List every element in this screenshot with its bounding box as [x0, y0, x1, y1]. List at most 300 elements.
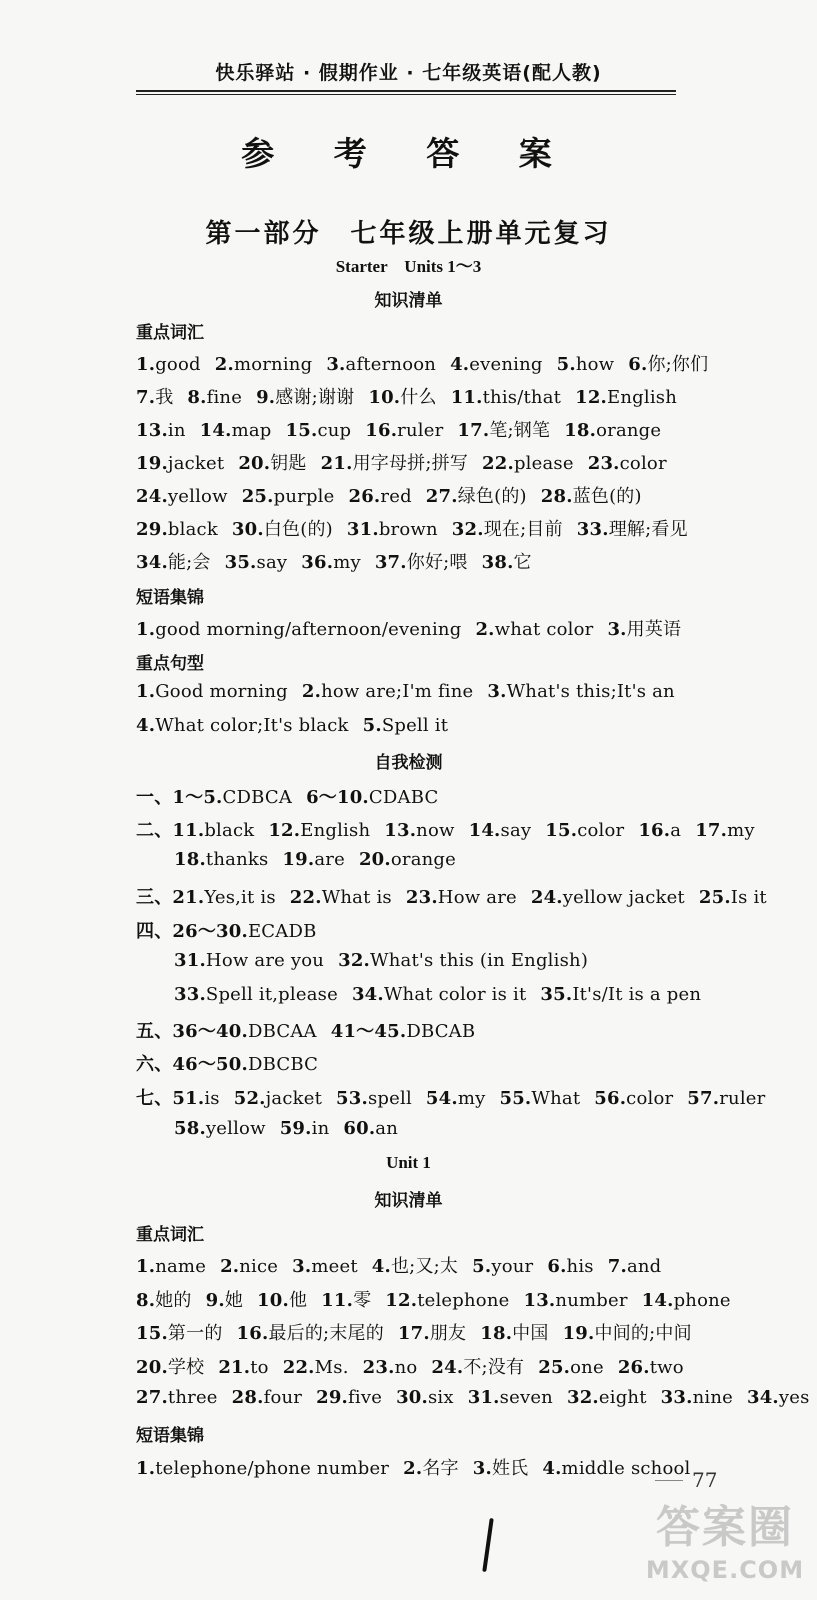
answer-item	[426, 1088, 486, 1109]
answer-number: 34.	[136, 552, 168, 573]
answer-item	[628, 354, 708, 375]
answer-number: 14.	[199, 420, 232, 441]
answer-text: 用英语	[626, 619, 682, 640]
answer-number: 28.	[231, 1387, 264, 1408]
answer-number: 10.	[257, 1290, 289, 1311]
answer-text: afternoon	[345, 354, 437, 375]
answer-text: spell	[367, 1088, 412, 1109]
answer-text: color	[619, 453, 667, 474]
answer-line	[136, 482, 656, 508]
answer-line	[136, 515, 702, 541]
answer-number: 33.	[660, 1387, 693, 1408]
answer-item	[338, 950, 588, 971]
answer-item	[136, 1323, 223, 1344]
answer-text: six	[427, 1387, 454, 1408]
test-line	[136, 783, 452, 809]
page-number-dash	[655, 1480, 683, 1481]
answer-line	[136, 350, 722, 376]
answer-number: 31.	[467, 1387, 500, 1408]
answer-number: 30.	[396, 1387, 428, 1408]
answer-number: 22.	[282, 1357, 315, 1378]
answer-text: jacket	[265, 1088, 323, 1109]
answer-text: your	[491, 1256, 534, 1277]
answer-number: 33.	[174, 984, 206, 1005]
answer-text: middle school	[561, 1458, 691, 1479]
answer-text: good morning/afternoon/evening	[155, 619, 462, 640]
test-line	[174, 984, 715, 1005]
answer-text: orange	[596, 420, 662, 441]
test-line	[136, 1084, 779, 1110]
answer-item	[396, 1387, 454, 1408]
answer-number: 1.	[136, 354, 156, 375]
answer-text: 第一的	[167, 1323, 223, 1344]
answer-number: 13.	[384, 820, 417, 841]
answer-number: 11.	[450, 387, 483, 408]
answer-text: Good morning	[155, 681, 288, 702]
answer-item	[480, 1323, 548, 1344]
answer-item	[638, 820, 681, 841]
answer-item	[136, 420, 186, 441]
answer-item	[457, 420, 550, 441]
answer-text: 名字	[422, 1458, 459, 1479]
answer-number: 32.	[451, 519, 484, 540]
answer-item	[403, 1458, 459, 1479]
answer-number: 20.	[238, 453, 271, 474]
answer-text: Yes,it is	[204, 887, 276, 908]
answer-item	[577, 519, 688, 540]
answer-item	[545, 820, 624, 841]
answer-number: 24.	[530, 887, 563, 908]
test-line	[136, 917, 331, 943]
answer-text: What color is it	[383, 984, 527, 1005]
answer-text: in	[167, 420, 186, 441]
answer-item	[200, 420, 272, 441]
answer-text: evening	[469, 354, 543, 375]
answer-line	[136, 383, 691, 409]
test-line	[174, 849, 470, 870]
answer-item	[540, 984, 701, 1005]
answer-line	[136, 1252, 675, 1278]
answer-item	[468, 1387, 553, 1408]
answer-text: 它	[513, 552, 532, 573]
answer-number: 21.	[320, 453, 353, 474]
answer-text: four	[263, 1387, 303, 1408]
answer-text: map	[231, 420, 272, 441]
answer-text: What	[531, 1088, 581, 1109]
answer-text: 最后的;末尾的	[268, 1323, 384, 1344]
answer-line	[136, 449, 681, 475]
answer-text: black	[167, 519, 218, 540]
answer-text: telephone	[417, 1290, 510, 1311]
answer-number: 36.	[301, 552, 334, 573]
answer-item	[136, 387, 173, 408]
answer-number: 8.	[187, 387, 207, 408]
answer-number: 19.	[562, 1323, 595, 1344]
answer-item	[398, 1323, 466, 1344]
answer-number: 5.	[472, 1256, 492, 1277]
answer-item	[557, 354, 615, 375]
answer-text: fine	[206, 387, 243, 408]
answer-item	[363, 1357, 418, 1378]
answer-number: 56.	[594, 1088, 627, 1109]
answer-number: 12.	[268, 820, 301, 841]
answer-text: nine	[692, 1387, 733, 1408]
answer-number: 3.	[292, 1256, 312, 1277]
answer-item	[563, 1323, 692, 1344]
answer-number: 35.	[224, 552, 257, 573]
answer-number: 58.	[174, 1118, 206, 1139]
answer-text: ECADB	[247, 921, 317, 942]
answer-item	[538, 1357, 604, 1378]
answer-number: 11.	[321, 1290, 354, 1311]
answer-text: nice	[239, 1256, 279, 1277]
answer-item	[136, 1021, 317, 1042]
answer-item	[326, 354, 436, 375]
answer-line	[136, 1387, 817, 1408]
answer-item	[136, 681, 288, 702]
answer-item	[174, 1118, 266, 1139]
answer-text: 朋友	[429, 1323, 467, 1344]
answer-number: 1.	[136, 1458, 156, 1479]
answer-item	[451, 387, 561, 408]
answer-item	[136, 1256, 206, 1277]
answer-text: What is	[321, 887, 392, 908]
answer-item	[368, 387, 436, 408]
answer-item	[302, 681, 474, 702]
answer-text: 也;又;太	[390, 1256, 459, 1277]
answer-text: number	[555, 1290, 628, 1311]
answer-text: eight	[598, 1387, 647, 1408]
answer-text: English	[300, 820, 371, 841]
answer-text: English	[607, 387, 678, 408]
answer-number: 13.	[136, 420, 168, 441]
answer-number: 18.	[480, 1323, 513, 1344]
test-line	[174, 1118, 412, 1139]
answer-text: What's this (in English)	[370, 950, 589, 971]
knowledge-list-title: 知识清单	[374, 1191, 443, 1211]
answer-item	[301, 552, 361, 573]
answer-line	[136, 1353, 698, 1379]
answer-number: 19.	[136, 453, 168, 474]
answer-item	[290, 887, 392, 908]
answer-line	[136, 1286, 745, 1312]
answer-number: 25.	[241, 486, 274, 507]
answer-item	[547, 1256, 593, 1277]
answer-number: 20.	[136, 1357, 168, 1378]
answer-number: 32.	[338, 950, 371, 971]
answer-number: 26.	[617, 1357, 650, 1378]
self-test-title: 自我检测	[374, 753, 443, 773]
page-title: 参 考 答 案	[241, 134, 576, 173]
answer-number: 16.	[638, 820, 671, 841]
answer-number: 五、36～40.	[136, 1021, 248, 1042]
answer-item	[174, 849, 268, 870]
answer-item	[321, 1290, 371, 1311]
answer-item	[187, 387, 242, 408]
answer-text: good	[155, 354, 201, 375]
answer-text: CDABC	[368, 787, 439, 808]
answer-text: no	[394, 1357, 418, 1378]
answer-number: 34.	[351, 984, 384, 1005]
answer-item	[218, 1357, 268, 1378]
answer-text: DBCAA	[247, 1021, 317, 1042]
answer-text: 姓氏	[491, 1458, 529, 1479]
answer-text: how are;I'm fine	[321, 681, 474, 702]
answer-item	[594, 1088, 673, 1109]
answer-number: 23.	[405, 887, 438, 908]
answer-number: 52.	[233, 1088, 266, 1109]
answer-number: 17.	[457, 420, 490, 441]
answer-item	[531, 887, 685, 908]
answer-text: yes	[778, 1387, 810, 1408]
answer-number: 25.	[538, 1357, 571, 1378]
answer-item	[336, 1088, 412, 1109]
answer-number: 28.	[540, 486, 573, 507]
answer-number: 7.	[136, 387, 156, 408]
vocab-heading: 重点词汇	[136, 1225, 204, 1245]
answer-item	[256, 387, 354, 408]
answer-number: 6.	[628, 354, 648, 375]
answer-item	[232, 1387, 302, 1408]
answer-item	[232, 519, 333, 540]
answer-item	[365, 420, 443, 441]
answer-text: It's/It is a pen	[572, 984, 702, 1005]
answer-text: color	[626, 1088, 674, 1109]
answer-number: 54.	[425, 1088, 458, 1109]
answer-number: 2.	[403, 1458, 423, 1479]
answer-number: 25.	[698, 887, 731, 908]
answer-item	[136, 1088, 220, 1109]
answer-item	[348, 486, 411, 507]
answer-text: 感谢;谢谢	[275, 387, 355, 408]
vocab-heading: 重点词汇	[136, 323, 204, 343]
section-title: Starter Units 1～3	[335, 257, 482, 276]
answer-item	[292, 1256, 358, 1277]
answer-number: 55.	[499, 1088, 532, 1109]
answer-number: 3.	[326, 354, 346, 375]
answer-text: 理解;看见	[608, 519, 688, 540]
answer-item	[286, 420, 352, 441]
answer-item	[363, 715, 449, 736]
answer-line	[136, 615, 695, 641]
answer-item	[618, 1357, 684, 1378]
answer-text: to	[250, 1357, 269, 1378]
answer-item	[607, 619, 681, 640]
answer-text: purple	[273, 486, 335, 507]
answer-number: 10.	[368, 387, 401, 408]
sentence-heading: 重点句型	[136, 654, 204, 674]
answer-text: yellow	[167, 486, 228, 507]
answer-text: 白色(的)	[263, 519, 333, 540]
answer-item	[385, 1290, 509, 1311]
answer-item	[136, 820, 254, 841]
answer-number: 31.	[174, 950, 206, 971]
answer-text: seven	[499, 1387, 553, 1408]
answer-item	[174, 950, 324, 971]
answer-number: 二、11.	[136, 820, 205, 841]
test-line	[136, 1017, 489, 1043]
part-title: 第一部分 七年级上册单元复习	[205, 219, 612, 249]
answer-number: 59.	[279, 1118, 312, 1139]
answer-text: what color	[494, 619, 594, 640]
answer-text: ruler	[719, 1088, 766, 1109]
test-line	[174, 950, 602, 971]
answer-item	[661, 1387, 733, 1408]
answer-item	[136, 1387, 218, 1408]
answer-text: how	[575, 354, 615, 375]
answer-text: say	[500, 820, 532, 841]
answer-number: 18.	[564, 420, 597, 441]
answer-text: orange	[390, 849, 456, 870]
answer-line	[136, 416, 675, 442]
header-rule-thin	[136, 94, 676, 95]
answer-text: Spell it,please	[205, 984, 338, 1005]
answer-text: in	[311, 1118, 330, 1139]
answer-number: 23.	[587, 453, 620, 474]
answer-number: 15.	[136, 1323, 168, 1344]
answer-number: 26.	[348, 486, 381, 507]
answer-number: 14.	[468, 820, 501, 841]
answer-number: 六、46～50.	[136, 1054, 248, 1075]
answer-item	[283, 1357, 349, 1378]
answer-number: 12.	[575, 387, 608, 408]
answer-number: 5.	[556, 354, 576, 375]
answer-number: 33.	[576, 519, 609, 540]
answer-text: What's this;It's an	[506, 681, 675, 702]
answer-text: How are	[437, 887, 517, 908]
answer-text: 能;会	[167, 552, 211, 573]
answer-text: 你;你们	[647, 354, 709, 375]
page-number: 77	[692, 1468, 718, 1492]
answer-item	[472, 1256, 533, 1277]
answer-text: DBCAB	[406, 1021, 476, 1042]
answer-item	[136, 921, 317, 942]
answer-item	[282, 849, 345, 870]
answer-item	[588, 453, 667, 474]
answer-number: 24.	[431, 1357, 464, 1378]
answer-number: 7.	[607, 1256, 627, 1277]
answer-number: 16.	[236, 1323, 269, 1344]
answer-text: CDBCA	[222, 787, 293, 808]
answer-text: 蓝色(的)	[572, 486, 642, 507]
answer-item	[482, 552, 532, 573]
answer-item	[237, 1323, 384, 1344]
answer-text: yellow	[205, 1118, 266, 1139]
answer-number: 2.	[220, 1256, 240, 1277]
answer-item	[450, 354, 543, 375]
answer-item	[238, 453, 306, 474]
answer-text: cup	[317, 420, 352, 441]
answer-item	[136, 1054, 318, 1075]
answer-number: 8.	[136, 1290, 156, 1311]
answer-text: 零	[353, 1290, 372, 1311]
answer-item	[268, 820, 370, 841]
answer-number: 20.	[358, 849, 391, 870]
answer-text: name	[155, 1256, 207, 1277]
answer-line	[136, 715, 462, 736]
answer-number: 一、1～5.	[136, 787, 223, 808]
answer-item	[487, 681, 674, 702]
answer-number: 17.	[695, 820, 728, 841]
answer-text: 中间的;中间	[594, 1323, 692, 1344]
answer-item	[136, 715, 349, 736]
answer-text: 她	[224, 1290, 244, 1311]
answer-item	[564, 420, 661, 441]
answer-number: 16.	[365, 420, 398, 441]
answer-number: 27.	[425, 486, 458, 507]
answer-number: 22.	[289, 887, 322, 908]
answer-text: 你好;喂	[406, 552, 468, 573]
answer-text: my	[333, 552, 361, 573]
answer-item	[174, 984, 338, 1005]
answer-number: 17.	[397, 1323, 430, 1344]
answer-number: 34.	[746, 1387, 779, 1408]
answer-item	[257, 1290, 307, 1311]
answer-item	[695, 820, 755, 841]
answer-item	[136, 619, 461, 640]
answer-item	[475, 619, 593, 640]
answer-item	[642, 1290, 731, 1311]
answer-item	[352, 984, 526, 1005]
answer-text: morning	[233, 354, 313, 375]
answer-number: 2.	[301, 681, 322, 702]
section-title: Unit 1	[386, 1153, 431, 1172]
answer-number: 41～45.	[330, 1021, 407, 1042]
answer-number: 22.	[482, 453, 514, 474]
answer-number: 1.	[136, 681, 156, 702]
answer-number: 6.	[547, 1256, 567, 1277]
answer-text: 学校	[167, 1357, 205, 1378]
phrase-heading: 短语集锦	[136, 588, 204, 608]
answer-item	[316, 1387, 382, 1408]
answer-text: 用字母拼;拼写	[352, 453, 469, 474]
answer-text: telephone/phone number	[155, 1458, 390, 1479]
answer-item	[215, 354, 313, 375]
answer-text: two	[649, 1357, 684, 1378]
answer-number: 9.	[256, 387, 276, 408]
answer-item	[220, 1256, 278, 1277]
answer-number: 2.	[214, 354, 234, 375]
answer-item	[431, 1357, 524, 1378]
answer-item	[375, 552, 468, 573]
answer-text: 中国	[512, 1323, 549, 1344]
answer-text: five	[348, 1387, 383, 1408]
answer-item	[523, 1290, 627, 1311]
answer-text: 绿色(的)	[457, 486, 527, 507]
answer-number: 4.	[371, 1256, 391, 1277]
answer-line	[136, 548, 546, 574]
answer-item	[372, 1256, 458, 1277]
answer-number: 1.	[136, 1256, 156, 1277]
answer-number: 三、21.	[136, 887, 205, 908]
answer-text: Is it	[730, 887, 767, 908]
answer-number: 23.	[362, 1357, 395, 1378]
answer-item	[136, 552, 211, 573]
answer-text: my	[727, 820, 755, 841]
answer-text: my	[457, 1088, 486, 1109]
answer-item	[321, 453, 468, 474]
answer-item	[499, 1088, 580, 1109]
answer-text: red	[380, 486, 412, 507]
answer-text: three	[167, 1387, 218, 1408]
answer-item	[384, 820, 454, 841]
answer-number: 12.	[385, 1290, 418, 1311]
answer-text: an	[375, 1118, 399, 1139]
watermark-text: 答案圈	[656, 1502, 794, 1553]
answer-item	[426, 486, 527, 507]
answer-text: jacket	[167, 453, 225, 474]
answer-text: now	[416, 820, 455, 841]
